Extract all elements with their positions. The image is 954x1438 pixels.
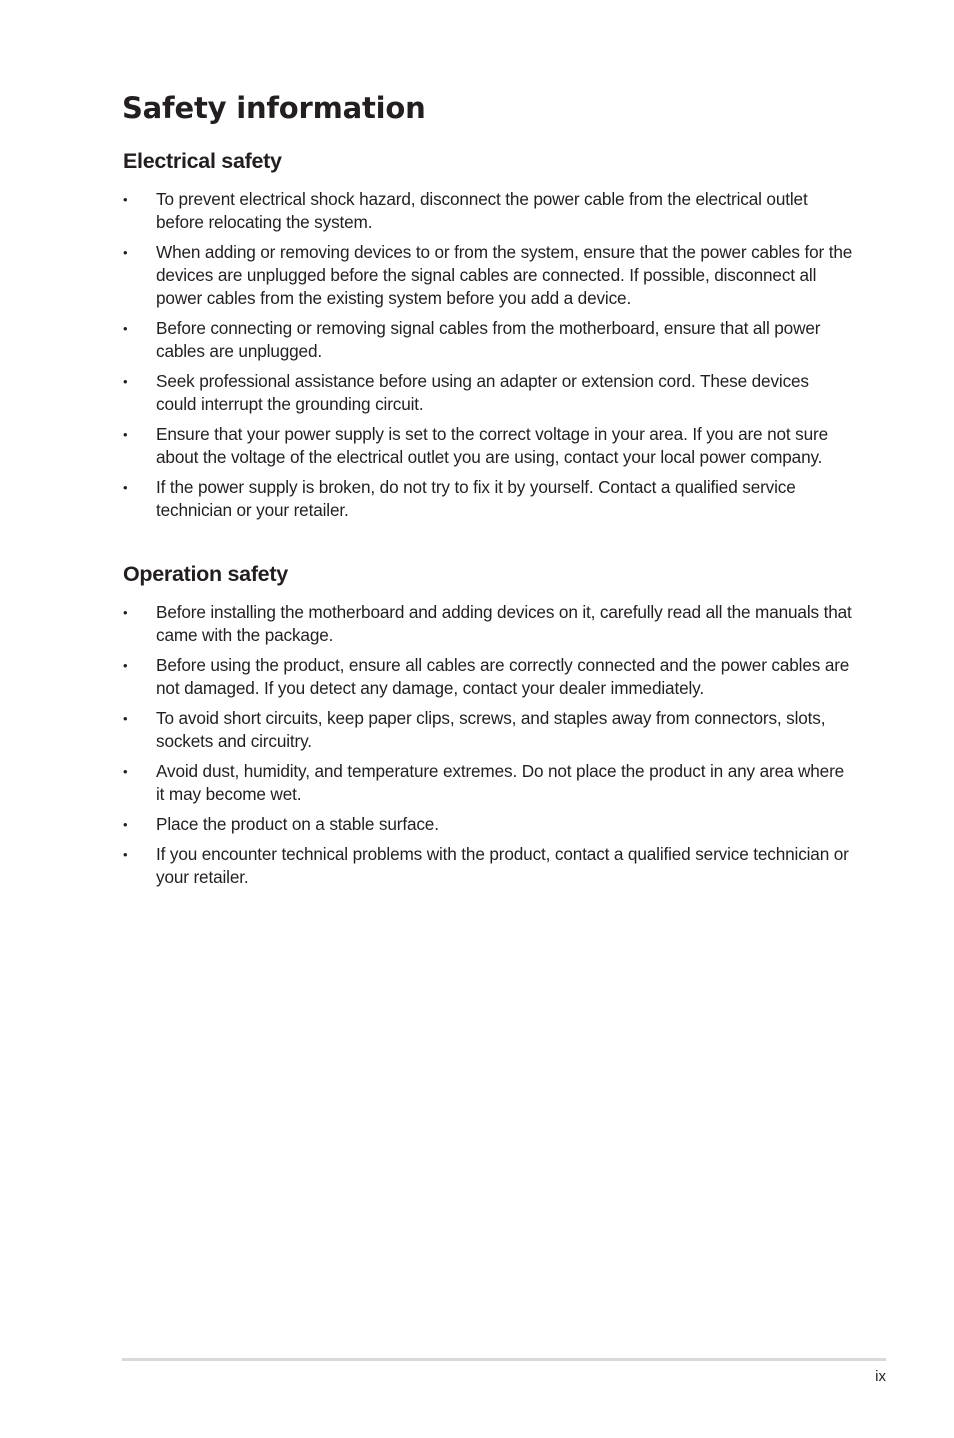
page-title: Safety information (122, 91, 426, 125)
electrical-safety-list (123, 188, 853, 529)
list-item-text: Place the product on a stable surface. (156, 814, 439, 834)
footer-divider (122, 1358, 886, 1361)
list-item (123, 760, 853, 806)
bullet-icon: • (123, 480, 128, 495)
list-item (123, 654, 853, 700)
section-heading-operation-safety: Operation safety (123, 562, 288, 586)
list-item-text: If you encounter technical problems with the product, contact a qualified service technician or your retailer. (156, 844, 849, 887)
section-heading-electrical-safety: Electrical safety (123, 149, 282, 173)
list-item-text: When adding or removing devices to or from the system, ensure that the power cables for the devices are unplugged before the signal cables are connected. If possible, disconnect all power cables from the existing system before you add a device. (156, 242, 853, 308)
list-item-text: Before using the product, ensure all cables are correctly connected and the power cables are not damaged. If you detect any damage, contact your dealer immediately. (156, 655, 850, 698)
list-item (123, 188, 853, 234)
bullet-icon: • (123, 711, 128, 726)
list-item-text: To avoid short circuits, keep paper clips, screws, and staples away from connectors, slots, sockets and circuitry. (156, 708, 826, 751)
bullet-icon: • (123, 605, 128, 620)
list-item (123, 476, 853, 522)
list-item-text: Avoid dust, humidity, and temperature extremes. Do not place the product in any area where it may become wet. (156, 761, 845, 804)
list-item-text: Before installing the motherboard and adding devices on it, carefully read all the manuals that came with the package. (156, 602, 852, 645)
list-item (123, 707, 853, 753)
list-item-text: Before connecting or removing signal cables from the motherboard, ensure that all power cables are unplugged. (156, 318, 821, 361)
list-item (123, 843, 853, 889)
bullet-icon: • (123, 321, 128, 336)
bullet-icon: • (123, 764, 128, 779)
list-item (123, 601, 853, 647)
bullet-icon: • (123, 658, 128, 673)
page-number: ix (875, 1368, 886, 1385)
bullet-icon: • (123, 245, 128, 260)
list-item (123, 317, 853, 363)
list-item-text: To prevent electrical shock hazard, disconnect the power cable from the electrical outlet before relocating the system. (156, 189, 808, 232)
bullet-icon: • (123, 427, 128, 442)
list-item (123, 370, 853, 416)
list-item (123, 813, 853, 836)
list-item (123, 423, 853, 469)
bullet-icon: • (123, 192, 128, 207)
bullet-icon: • (123, 374, 128, 389)
bullet-icon: • (123, 817, 128, 832)
list-item-text: If the power supply is broken, do not try to fix it by yourself. Contact a qualified service technician or your retailer. (156, 477, 796, 520)
bullet-icon: • (123, 847, 128, 862)
list-item-text: Ensure that your power supply is set to the correct voltage in your area. If you are not sure about the voltage of the electrical outlet you are using, contact your local power company. (156, 424, 828, 467)
operation-safety-list (123, 601, 853, 896)
list-item-text: Seek professional assistance before using an adapter or extension cord. These devices could interrupt the grounding circuit. (156, 371, 809, 414)
list-item (123, 241, 853, 310)
